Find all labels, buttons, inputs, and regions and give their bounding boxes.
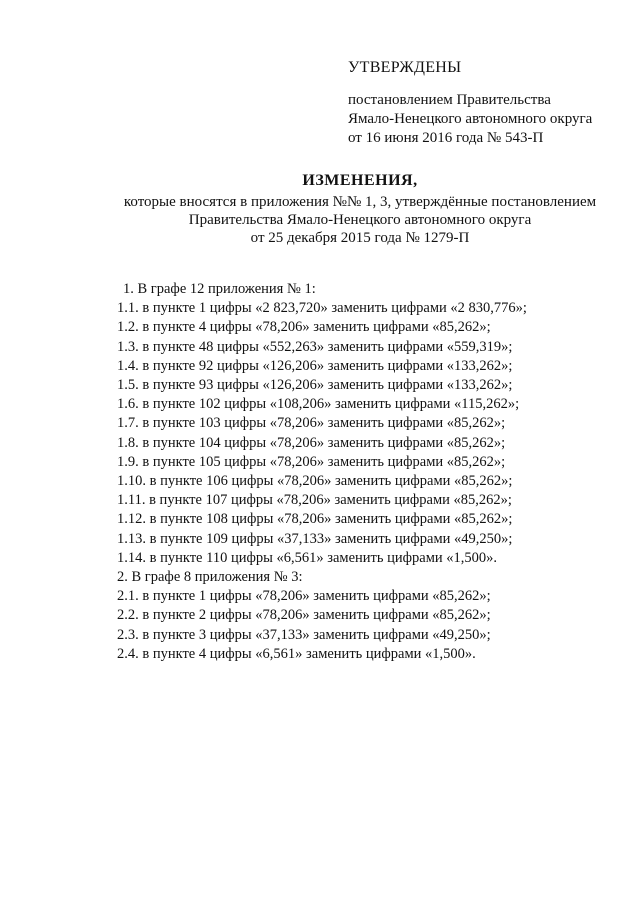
approval-block — [348, 58, 628, 148]
section-heading: 1. В графе 12 приложения № 1: — [123, 281, 316, 297]
change-item: 1.10. в пункте 106 цифры «78,206» заменить цифрами «85,262»; — [117, 473, 513, 490]
heading-line: от 25 декабря 2015 года № 1279-П — [250, 230, 470, 246]
approval-line: Ямало-Ненецкого автономного округа — [348, 111, 593, 127]
approval-line: от 16 июня 2016 года № 543-П — [348, 130, 544, 146]
change-item: 1.3. в пункте 48 цифры «552,263» заменить цифрами «559,319»; — [117, 338, 513, 355]
heading-title: ИЗМЕНЕНИЯ, — [302, 172, 418, 189]
change-item: 1.1. в пункте 1 цифры «2 823,720» заменить цифрами «2 830,776»; — [117, 300, 527, 317]
document-heading — [90, 172, 630, 247]
change-item: 1.6. в пункте 102 цифры «108,206» заменить цифрами «115,262»; — [117, 396, 520, 413]
heading-line: которые вносятся в приложения №№ 1, 3, утверждённые постановлением — [123, 194, 597, 210]
change-item: 1.4. в пункте 92 цифры «126,206» заменить цифрами «133,262»; — [117, 357, 513, 374]
change-item: 1.8. в пункте 104 цифры «78,206» заменить цифрами «85,262»; — [117, 434, 506, 451]
change-item: 1.14. в пункте 110 цифры «6,561» заменить цифрами «1,500». — [117, 549, 498, 566]
change-item: 1.9. в пункте 105 цифры «78,206» заменить цифрами «85,262»; — [117, 453, 506, 470]
change-item: 1.11. в пункте 107 цифры «78,206» заменить цифрами «85,262»; — [117, 492, 512, 509]
change-item: 1.2. в пункте 4 цифры «78,206» заменить цифрами «85,262»; — [117, 319, 491, 336]
change-item: 1.13. в пункте 109 цифры «37,133» заменить цифрами «49,250»; — [117, 530, 513, 547]
approval-title: УТВЕРЖДЕНЫ — [348, 59, 462, 76]
change-item: 2.4. в пункте 4 цифры «6,561» заменить цифрами «1,500». — [117, 645, 476, 662]
change-item: 2.2. в пункте 2 цифры «78,206» заменить цифрами «85,262»; — [117, 607, 491, 624]
change-item: 2.1. в пункте 1 цифры «78,206» заменить цифрами «85,262»; — [117, 588, 491, 605]
approval-line: постановлением Правительства — [348, 92, 551, 108]
changes-list — [117, 280, 627, 664]
change-item: 1.7. в пункте 103 цифры «78,206» заменить цифрами «85,262»; — [117, 415, 506, 432]
heading-line: Правительства Ямало-Ненецкого автономного округа — [188, 212, 532, 228]
section-heading: 2. В графе 8 приложения № 3: — [117, 569, 303, 586]
change-item: 2.3. в пункте 3 цифры «37,133» заменить цифрами «49,250»; — [117, 626, 491, 643]
change-item: 1.5. в пункте 93 цифры «126,206» заменить цифрами «133,262»; — [117, 377, 513, 394]
change-item: 1.12. в пункте 108 цифры «78,206» заменить цифрами «85,262»; — [117, 511, 513, 528]
